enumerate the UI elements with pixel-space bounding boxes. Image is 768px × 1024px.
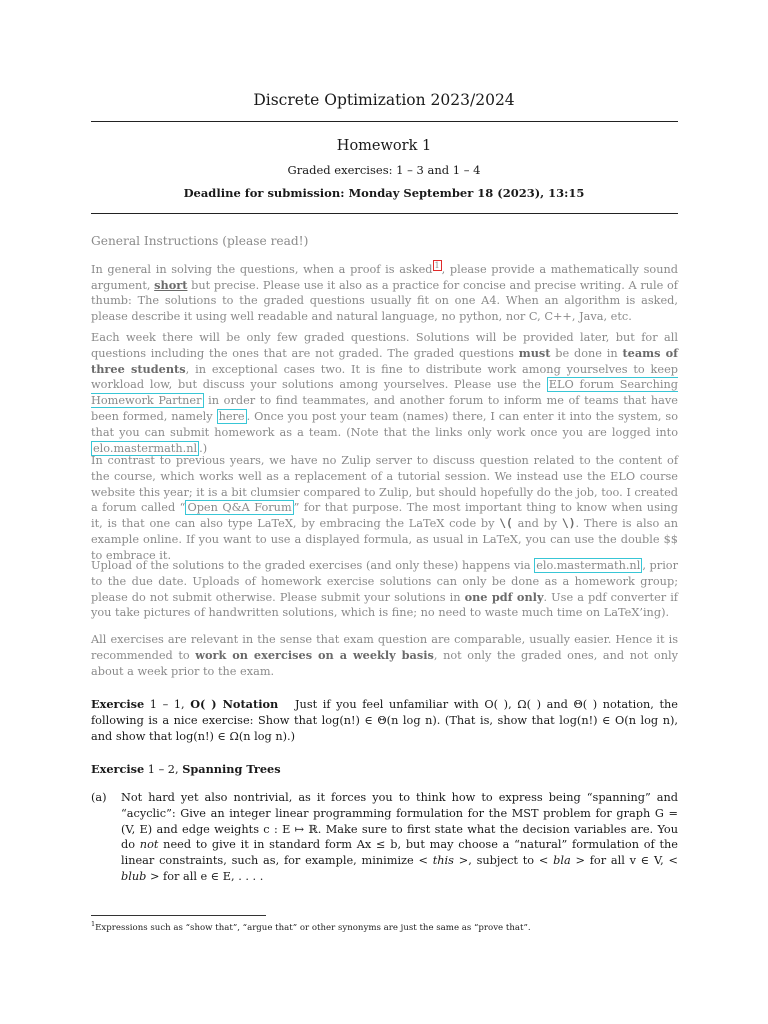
short-emphasis: short [154, 277, 188, 292]
header-bottom-rule [91, 213, 678, 214]
footnote-link[interactable]: 1 [434, 261, 440, 270]
here-link[interactable]: here [218, 409, 245, 423]
course-title: Discrete Optimization 2023/2024 [253, 91, 515, 109]
exercise-1-1-label: Exercise [91, 697, 145, 711]
instructions-paragraph-1: In general in solving the questions, when a proof is asked $^1$ , please provide a mathematically sound argument, short but precise. Please use it also as a practice for concise and precise writing. A rule of thumb: The solutions to the graded questions usually fit on one A4. When an algorithm is asked, please describe it using well readable and natural language, no python, nor C, C++, Java, etc. [91, 261, 678, 324]
instructions-heading: General Instructions (please read!) [91, 234, 309, 248]
footnote [91, 920, 678, 933]
footnote-mark: 1 [91, 920, 96, 928]
exercise-1-1: Exercise 1 – 1, O( ) Notation Just if you feel unfamiliar with O( ), Ω( ) and Θ( ) notation, the following is a nice exercise: Show that log(n!) ∈ Θ(n log n). (That is, show that log(n!) ∈ O(n log n), and show that log(n!) ∈ Ω(n log n).) [91, 697, 678, 743]
footnote-rule [91, 915, 266, 916]
instructions-paragraph-3: In contrast to previous years, we have no Zulip server to discuss question related to the content of the course, which works well as a replacement of a tutorial session. We instead use the ELO course website this year; it is a bit clumsier compared to Zulip, but should hopefully do the job, too. I created a forum called “ Open Q&A Forum ” for that purpose. The most important thing to know when using it, is that one can also type LaTeX, by embracing the LaTeX code by \( and by \). There is also an example online. If you want to use a displayed formula, as usual in LaTeX, you can use the double $$ to embrace it. [91, 454, 678, 562]
exercise-1-1-title: O( ) Notation [190, 697, 279, 711]
exercise-1-2-heading: Exercise 1 – 2, Spanning Trees [91, 762, 281, 776]
elo-mastermath-link[interactable]: elo.mastermath.nl [93, 441, 198, 455]
instructions-paragraph-2: Each week there will be only few graded questions. Solutions will be provided later, but for all questions including the ones that are not graded. The graded questions must be done in teams of three students, in exceptional cases two. It is fine to distribute work among yourselves to keep workload low, but discuss your solutions among yourselves. Please use the ELO forum Searching Homework Partner in order to find teammates, and another forum to inform me of teams that have been formed, namely here . Once you post your team (names) there, I can enter it into the system, so that you can submit homework as a team. (Note that the links only work once you are logged into elo.mastermath.nl .) [91, 331, 678, 455]
deadline-line: Deadline for submission: Monday September 18 (2023), 13:15 [183, 186, 585, 200]
top-rule [91, 121, 678, 122]
open-qa-forum-link[interactable]: Open Q&A Forum [187, 501, 292, 515]
exercise-1-2-part-a: (a) Not hard yet also nontrivial, as it forces you to think how to express being “spanning” and “acyclic”: Give an integer linear programming formulation for the MST problem for graph G = (V, E) and edge weights c : E ↦ ℝ. Make sure to first state what the decision variables are. You do not need to give it in standard form Ax ≤ b, but may choose a “natural” formulation of the linear constraints, such as, for example, minimize < this >, subject to < bla > for all v ∈ V, < blub > for all e ∈ E, . . . . [91, 791, 678, 883]
instructions-paragraph-4: Upload of the solutions to the graded exercises (and only these) happens via elo.mastermath.nl , prior to the due date. Uploads of homework exercise solutions can only be done as a homework group; please do not submit otherwise. Please submit your solutions in one pdf only. Use a pdf converter if you take pictures of handwritten solutions, which is fine; no need to waste much time on LaTeX’ing). [91, 559, 679, 620]
graded-exercises-line: Graded exercises: 1 – 3 and 1 – 4 [287, 163, 481, 177]
instructions-paragraph-5: All exercises are relevant in the sense that exam question are comparable, usually easier. Hence it is recommended to work on exercises on a weekly basis, not only the graded ones, and not only about a week prior to the exam. [91, 633, 678, 678]
exercise-1-2-title: Spanning Trees [182, 762, 281, 776]
footnote-text: Expressions such as “show that”, “argue that” or other synonyms are just the same as “prove that”. [95, 922, 531, 933]
elo-upload-link[interactable]: elo.mastermath.nl [536, 559, 641, 572]
elo-forum-link[interactable]: ELO forum Searching Homework Partner [91, 378, 678, 408]
homework-title: Homework 1 [336, 138, 432, 154]
